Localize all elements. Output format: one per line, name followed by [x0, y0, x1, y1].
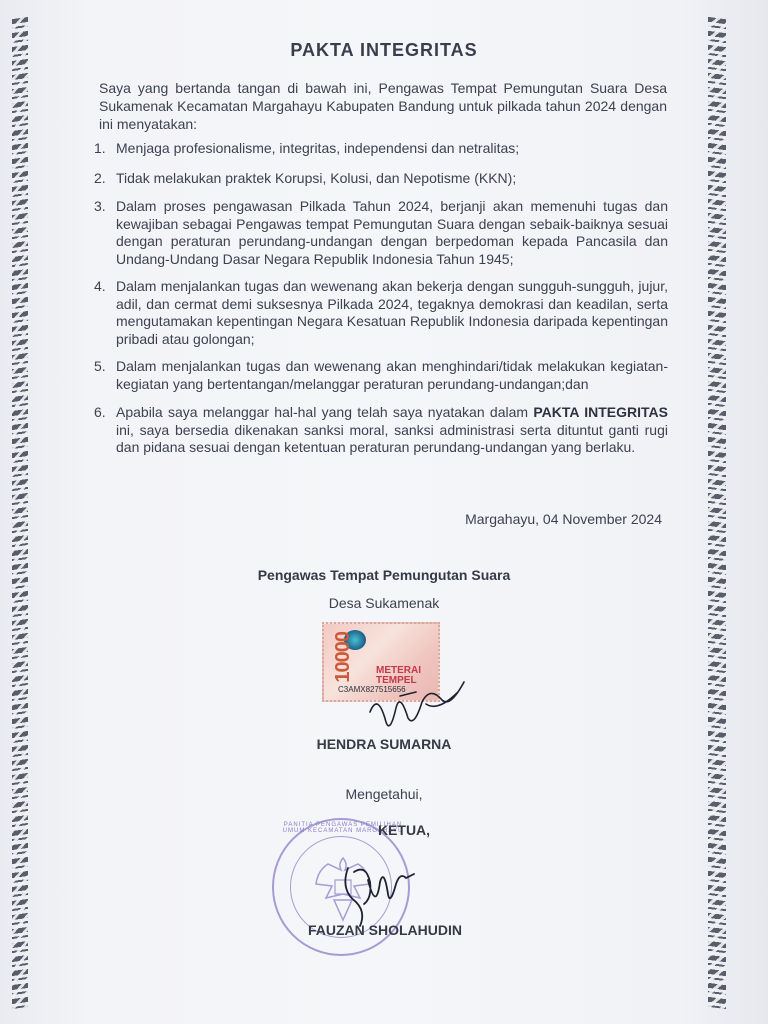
list-item	[94, 358, 668, 393]
acknowledged-label: Mengetahui,	[345, 786, 423, 802]
signatory-role: Pengawas Tempat Pemungutan Suara	[257, 567, 511, 583]
list-item-number: 5.	[94, 358, 106, 374]
list-item	[94, 140, 668, 158]
list-item-text	[116, 404, 668, 457]
list-item-number: 2.	[94, 169, 106, 186]
stamp-label-line2: TEMPEL	[376, 675, 417, 686]
stamp-serial: C3AMX827515656	[338, 685, 406, 694]
list-item	[94, 404, 668, 457]
list-item-text: Dalam menjalankan tugas dan wewenang akan menghindari/tidak melakukan kegiatan-kegiatan yang bertentangan/melanggar peraturan perundang-undangan;dan	[116, 358, 668, 392]
seal-ring-text: PANITIA PENGAWAS PEMILIHAN UMUM KECAMATAN MARGAHAYU	[282, 822, 404, 834]
statement-list	[94, 140, 668, 457]
stamp-label-line1: METERAI	[376, 665, 421, 676]
document-title: PAKTA INTEGRITAS	[290, 40, 478, 60]
list-item	[94, 198, 668, 268]
approver-position: KETUA,	[377, 822, 431, 838]
list-item-number: 1.	[94, 140, 106, 156]
signatory-signature	[330, 652, 480, 736]
list-item	[94, 170, 668, 188]
intro-paragraph: Saya yang bertanda tangan di bawah ini, Pengawas Tempat Pemungutan Suara Desa Sukamenak Kecamatan Margahayu Kabupaten Bandung untuk pilkada tahun 2024 dengan ini menyatakan:	[99, 80, 667, 132]
list-item-text: Tidak melakukan praktek Korupsi, Kolusi, dan Nepotisme (KKN);	[116, 169, 517, 186]
approver-signature	[320, 842, 430, 930]
list-item-text-pre: Apabila saya melanggar hal-hal yang telah saya nyatakan dalam	[116, 404, 534, 420]
signatory-name: HENDRA SUMARNA	[316, 736, 452, 752]
left-decorative-border	[12, 17, 28, 1009]
list-item-number: 3.	[94, 198, 106, 214]
list-item-text-post: ini, saya bersedia dikenakan sanksi moral, sanksi administrasi serta dituntut ganti rugi dan pidana sesuai dengan ketentuan peraturan perundang-undangan yang berlaku.	[116, 421, 668, 455]
list-item-number: 4.	[94, 278, 106, 294]
list-item-text: Dalam menjalankan tugas dan wewenang akan bekerja dengan sungguh-sungguh, jujur, adil, dan cermat demi suksesnya Pilkada 2024, tegaknya demokrasi dan keadilan, serta mengutamakan kepentingan Negara Kesatuan Republik Indonesia daripada kepentingan pribadi atau golongan;	[116, 278, 668, 347]
stamp-value: 10000	[332, 632, 354, 683]
place-date: Margahayu, 04 November 2024	[465, 511, 662, 527]
list-item-text: Dalam proses pengawasan Pilkada Tahun 2024, berjanji akan memenuhi tugas dan kewajiban sebagai Pengawas tempat Pemungutan Suara dengan sebaik-baiknya sesuai dengan peraturan perundang-undangan dengan berpedoman kepada Pancasila dan Undang-Undang Dasar Negara Republik Indonesia Tahun 1945;	[116, 198, 668, 267]
signatory-village: Desa Sukamenak	[328, 595, 440, 611]
approver-name: FAUZAN SHOLAHUDIN	[308, 922, 462, 938]
list-item-number: 6.	[94, 404, 106, 420]
right-decorative-border	[708, 17, 726, 1010]
list-item-text: Menjaga profesionalisme, integritas, independensi dan netralitas;	[116, 140, 520, 156]
list-item	[94, 278, 668, 348]
list-item-text-bold: PAKTA INTEGRITAS	[533, 404, 668, 420]
